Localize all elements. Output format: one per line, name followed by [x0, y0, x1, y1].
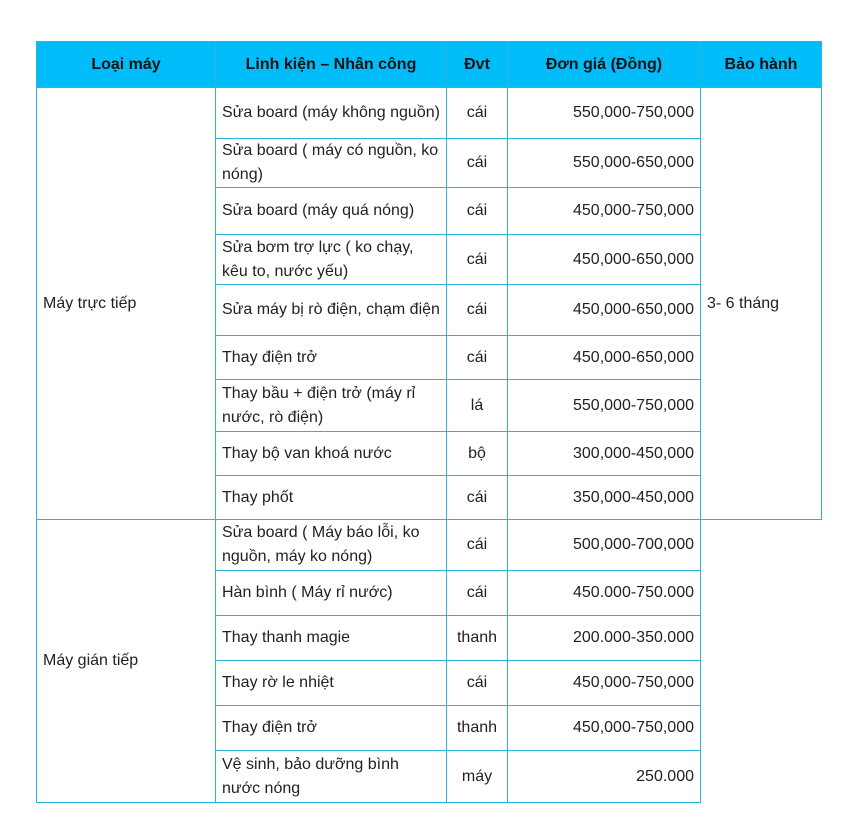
item-cell: Sửa board ( máy có nguồn, ko nóng) — [216, 139, 447, 188]
price-cell: 200.000-350.000 — [508, 616, 701, 661]
price-cell: 550,000-650,000 — [508, 139, 701, 188]
unit-cell: cái — [447, 285, 508, 336]
header-unit: Đvt — [447, 42, 508, 88]
item-cell: Thay rờ le nhiệt — [216, 661, 447, 706]
header-warranty: Bảo hành — [701, 42, 822, 88]
header-price: Đơn giá (Đồng) — [508, 42, 701, 88]
group-label: Máy gián tiếp — [37, 520, 216, 803]
price-cell: 450.000-750.000 — [508, 571, 701, 616]
price-cell: 450,000-750,000 — [508, 706, 701, 751]
table-row — [37, 88, 822, 139]
price-cell: 450,000-650,000 — [508, 336, 701, 380]
unit-cell: máy — [447, 751, 508, 803]
header-type: Loại máy — [37, 42, 216, 88]
item-cell: Thay phốt — [216, 476, 447, 520]
price-cell: 550,000-750,000 — [508, 88, 701, 139]
table-row — [37, 520, 822, 571]
item-cell: Thay bộ van khoá nước — [216, 432, 447, 476]
item-cell: Sửa board (máy không nguồn) — [216, 88, 447, 139]
unit-cell: cái — [447, 520, 508, 571]
item-cell: Sửa board ( Máy báo lỗi, ko nguồn, máy ko nóng) — [216, 520, 447, 571]
header-item: Linh kiện – Nhân công — [216, 42, 447, 88]
item-cell: Thay bầu + điện trở (máy rỉ nước, rò điện) — [216, 380, 447, 432]
price-table — [36, 41, 822, 803]
price-cell: 250.000 — [508, 751, 701, 803]
item-cell: Hàn bình ( Máy rỉ nước) — [216, 571, 447, 616]
unit-cell: lá — [447, 380, 508, 432]
group-label: Máy trực tiếp — [37, 88, 216, 520]
item-cell: Sửa board (máy quá nóng) — [216, 188, 447, 235]
unit-cell: thanh — [447, 616, 508, 661]
price-cell: 350,000-450,000 — [508, 476, 701, 520]
price-cell: 300,000-450,000 — [508, 432, 701, 476]
unit-cell: cái — [447, 476, 508, 520]
item-cell: Vệ sinh, bảo dưỡng bình nước nóng — [216, 751, 447, 803]
price-cell: 450,000-650,000 — [508, 235, 701, 285]
unit-cell: cái — [447, 188, 508, 235]
unit-cell: cái — [447, 235, 508, 285]
unit-cell: cái — [447, 336, 508, 380]
item-cell: Thay điện trở — [216, 706, 447, 751]
warranty-cell: 3- 6 tháng — [701, 88, 822, 520]
item-cell: Thay điện trở — [216, 336, 447, 380]
item-cell: Sửa bơm trợ lực ( ko chạy, kêu to, nước yếu) — [216, 235, 447, 285]
unit-cell: cái — [447, 661, 508, 706]
unit-cell: cái — [447, 139, 508, 188]
item-cell: Thay thanh magie — [216, 616, 447, 661]
item-cell: Sửa máy bị rò điện, chạm điện — [216, 285, 447, 336]
price-cell: 550,000-750,000 — [508, 380, 701, 432]
price-cell: 450,000-650,000 — [508, 285, 701, 336]
unit-cell: cái — [447, 571, 508, 616]
header-row — [37, 42, 822, 88]
unit-cell: cái — [447, 88, 508, 139]
unit-cell: bộ — [447, 432, 508, 476]
price-cell: 500,000-700,000 — [508, 520, 701, 571]
price-cell: 450,000-750,000 — [508, 661, 701, 706]
price-cell: 450,000-750,000 — [508, 188, 701, 235]
unit-cell: thanh — [447, 706, 508, 751]
